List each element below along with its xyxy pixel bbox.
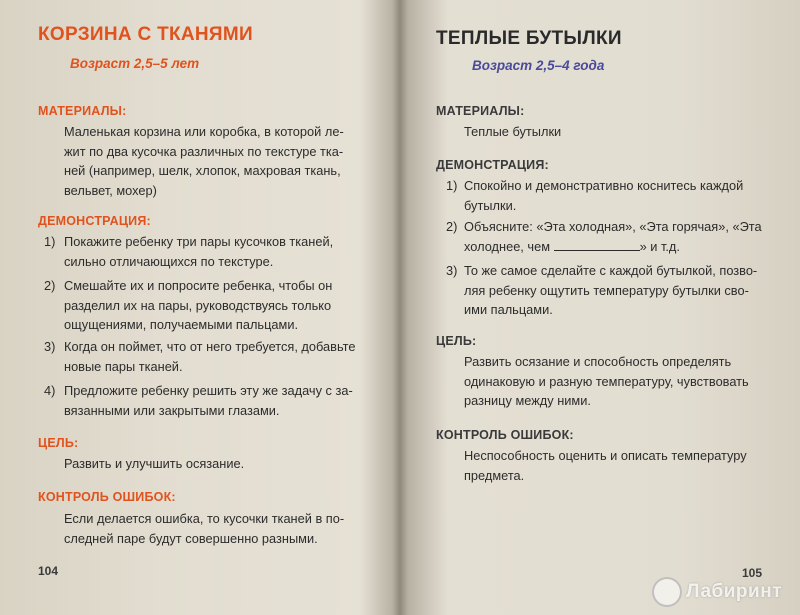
demo-heading: ДЕМОНСТРАЦИЯ: — [38, 214, 151, 228]
age-label: Возраст 2,5–4 года — [472, 58, 605, 73]
list-item-number: 4) — [44, 383, 56, 398]
list-item — [464, 176, 764, 215]
text-line: Смешайте их и попросите ребенка, чтобы он — [64, 278, 333, 293]
list-item — [64, 276, 382, 335]
watermark — [652, 577, 782, 607]
text-line: разделил их на пары, руководствуясь только — [64, 297, 332, 313]
materials-heading: МАТЕРИАЛЫ: — [436, 104, 525, 118]
list-item — [64, 337, 382, 376]
text-line: ней (например, шелк, хлопок, махровая ткань, — [64, 163, 341, 178]
page-title: КОРЗИНА С ТКАНЯМИ — [38, 24, 253, 45]
demo-heading: ДЕМОНСТРАЦИЯ: — [436, 158, 549, 172]
text-line: одинаковую и разную температуру, чувствовать — [464, 373, 749, 389]
text-line: разницу между ними. — [464, 393, 591, 408]
text-line: вязанными или закрытыми глазами. — [64, 402, 280, 418]
list-item-number: 1) — [446, 178, 458, 193]
control-text — [64, 509, 382, 548]
text-fragment: » и т.д. — [639, 238, 680, 254]
text-line: Если делается ошибка, то кусочки тканей в по- — [64, 511, 345, 526]
text-line: Развить осязание и способность определять — [464, 354, 732, 369]
page-105 — [402, 0, 800, 615]
text-line: вельвет, мохер) — [64, 182, 157, 198]
page-104 — [0, 0, 398, 615]
text-line: ляя ребенку ощутить температуру бутылки сво- — [464, 282, 749, 298]
control-heading: КОНТРОЛЬ ОШИБОК: — [38, 490, 176, 504]
list-item-number: 1) — [44, 234, 56, 249]
materials-text: Теплые бутылки — [464, 124, 562, 139]
page-number: 104 — [38, 564, 59, 578]
text-line: предмета. — [464, 467, 525, 483]
list-item-number: 3) — [44, 339, 56, 354]
goal-text — [464, 352, 764, 411]
list-item-number: 2) — [446, 219, 458, 234]
text-line: Покажите ребенку три пары кусочков тканей, — [64, 234, 334, 249]
page-title: ТЕПЛЫЕ БУТЫЛКИ — [436, 28, 622, 49]
watermark-text: Лабиринт — [686, 581, 782, 602]
text-line: сильно отличающихся по текстуре. — [64, 253, 274, 269]
goal-text: Развить и улучшить осязание. — [64, 456, 245, 471]
list-item-number: 2) — [44, 278, 56, 293]
text-line: Предложите ребенку решить эту же задачу с за- — [64, 383, 353, 398]
list-item-number: 3) — [446, 263, 458, 278]
page-number: 105 — [742, 566, 763, 580]
fill-in-blank — [554, 238, 640, 251]
text-line: Спокойно и демонстративно коснитесь каждой — [464, 178, 744, 193]
text-line: ощущениями, получаемыми пальцами. — [64, 317, 299, 332]
text-line — [464, 237, 764, 257]
text-line: Объясните: «Эта холодная», «Эта горячая», «Эта — [464, 219, 762, 234]
text-line: Когда он поймет, что от него требуется, добавьте — [64, 339, 356, 354]
text-fragment: холоднее, чем — [464, 238, 550, 254]
goal-heading: ЦЕЛЬ: — [38, 436, 79, 450]
text-line: ими пальцами. — [464, 302, 553, 317]
text-line: Маленькая корзина или коробка, в которой ле- — [64, 124, 344, 139]
materials-heading: МАТЕРИАЛЫ: — [38, 104, 127, 118]
text-line: Неспособность оценить и описать температуру — [464, 448, 747, 463]
list-item — [464, 261, 764, 320]
labirint-logo-icon — [652, 577, 682, 607]
list-item — [64, 381, 382, 420]
text-line: следней паре будут совершенно разными. — [64, 530, 318, 546]
text-line: То же самое сделайте с каждой бутылкой, позво- — [464, 263, 758, 278]
goal-heading: ЦЕЛЬ: — [436, 334, 477, 348]
text-line: новые пары тканей. — [64, 358, 183, 374]
list-item — [464, 217, 764, 256]
control-text — [464, 446, 764, 485]
list-item — [64, 232, 382, 271]
text-line: жит по два кусочка различных по текстуре тка- — [64, 143, 344, 159]
age-label: Возраст 2,5–5 лет — [70, 56, 200, 71]
control-heading: КОНТРОЛЬ ОШИБОК: — [436, 428, 574, 442]
materials-text — [64, 122, 382, 200]
text-line: бутылки. — [464, 197, 517, 213]
